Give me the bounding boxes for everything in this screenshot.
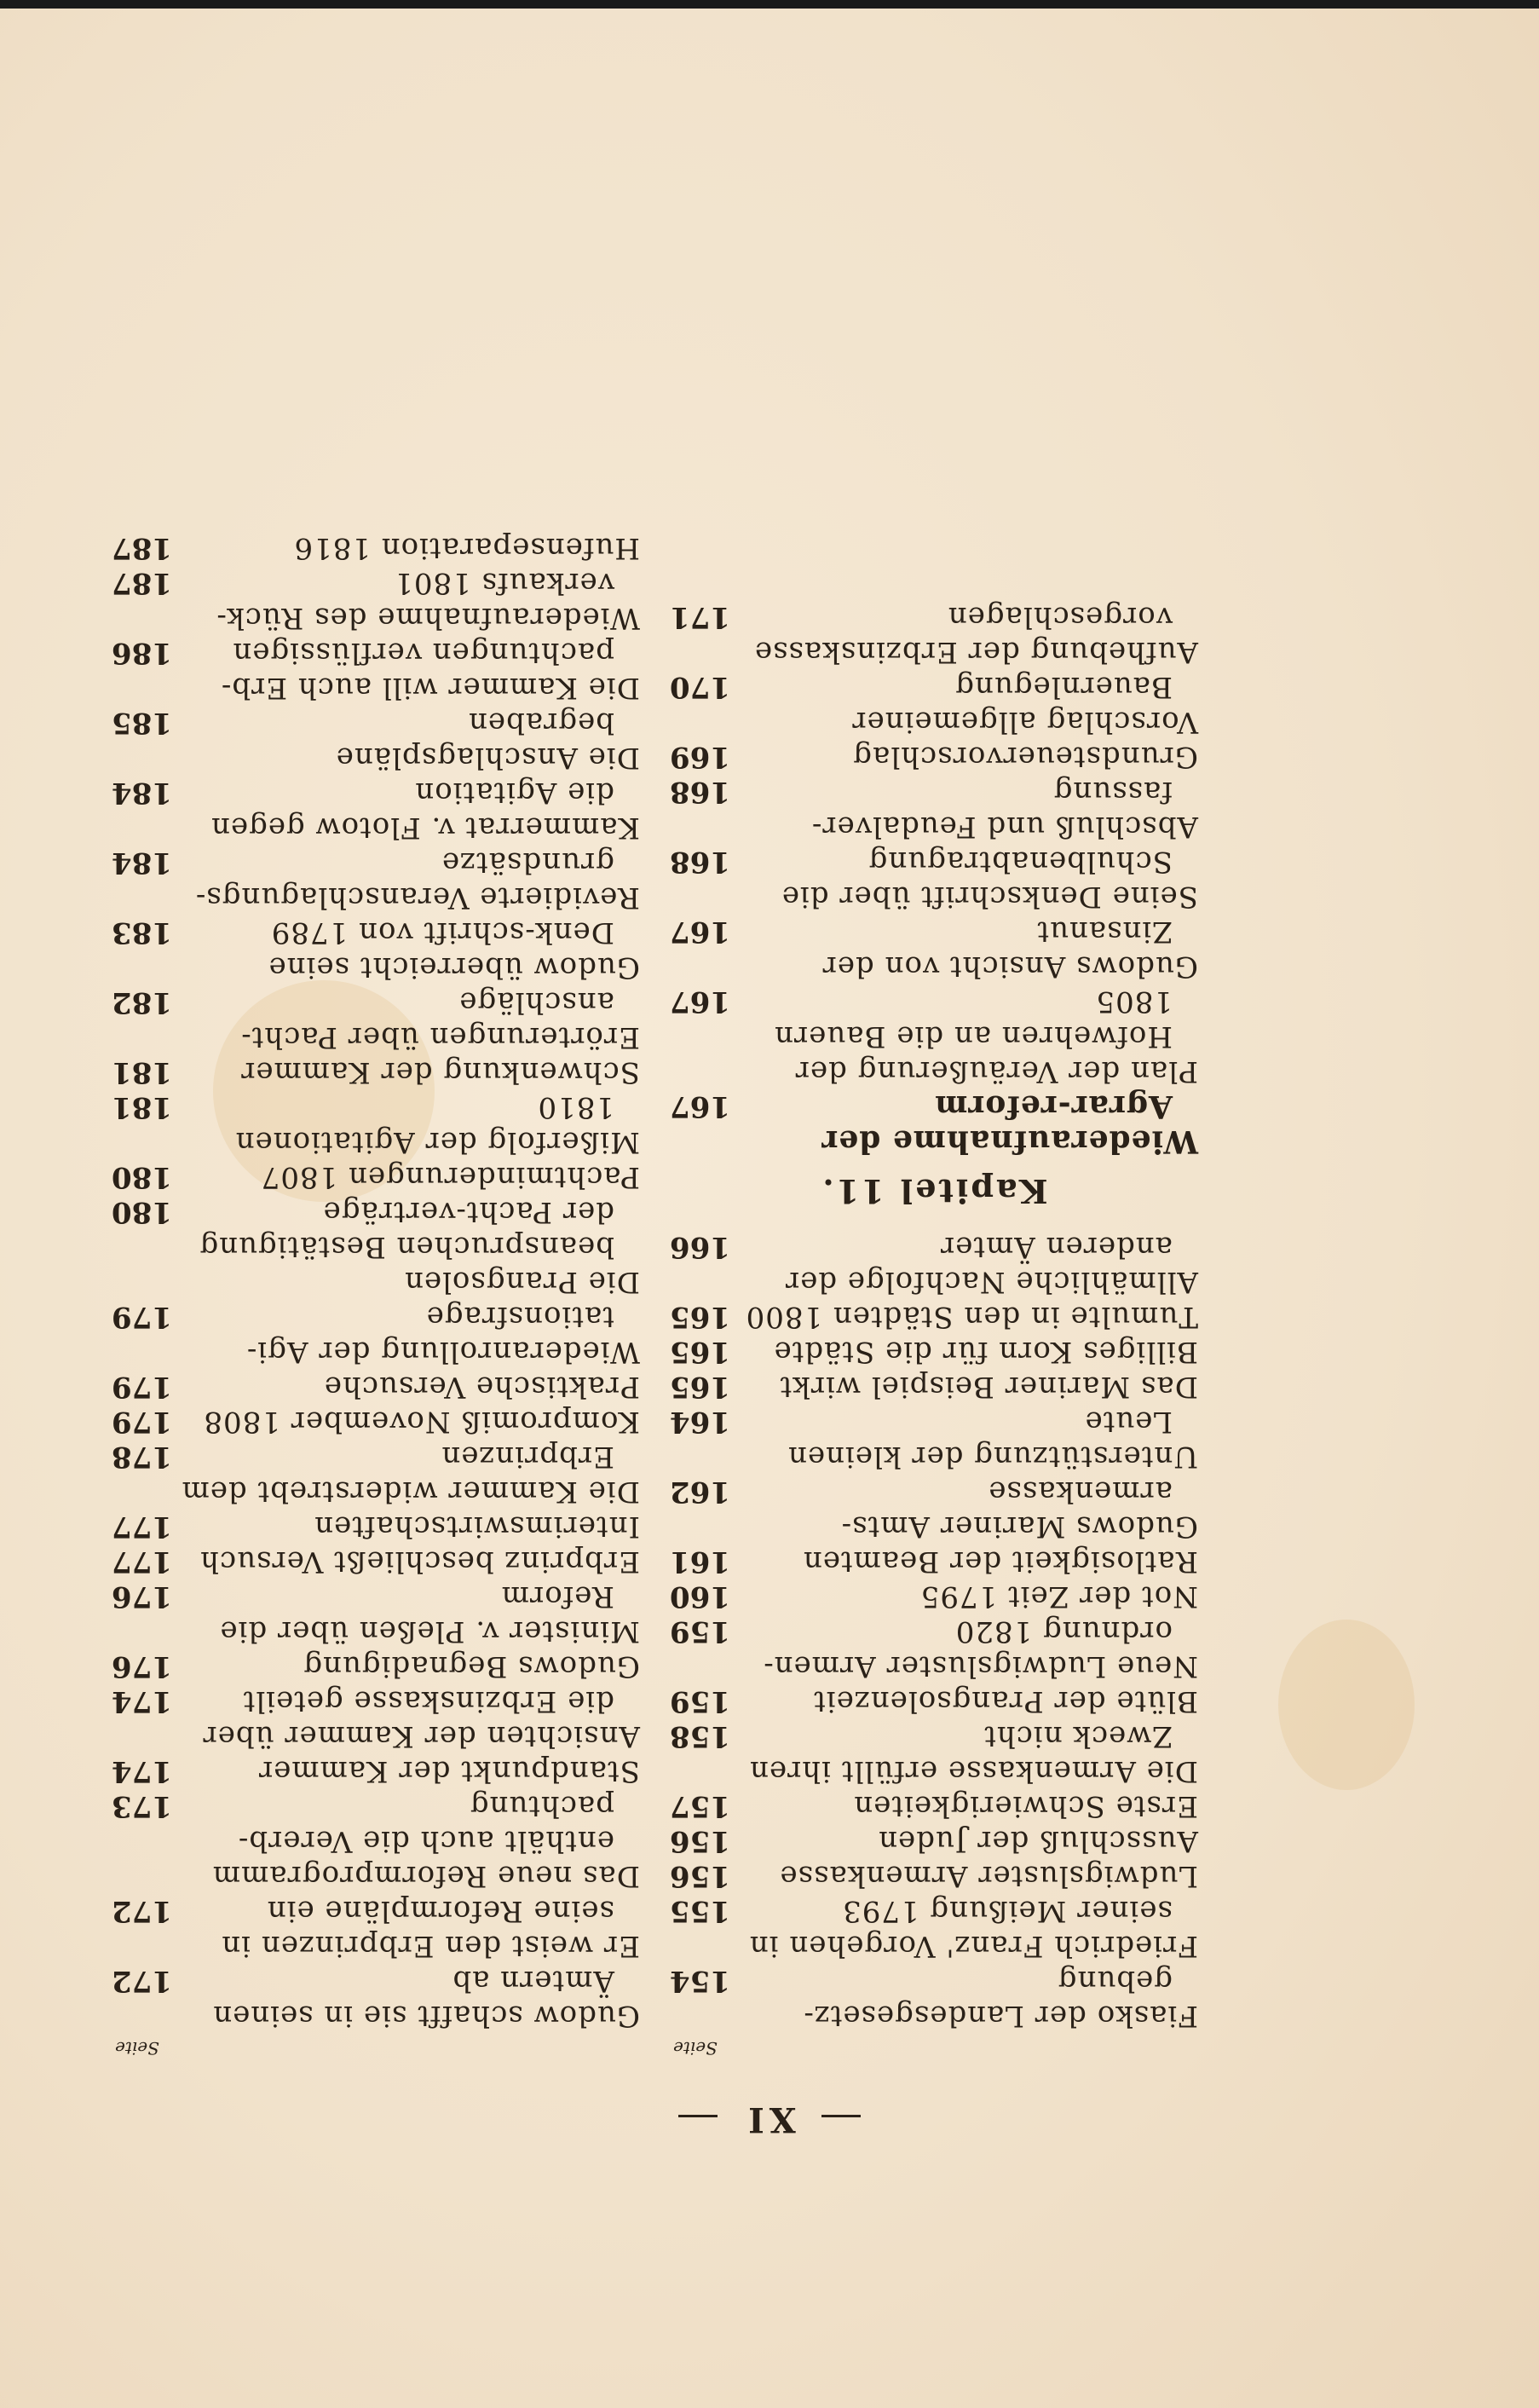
toc-entry bbox=[670, 1963, 1198, 2033]
entry-text: Unterstützung der kleinen Leute bbox=[787, 1405, 1198, 1474]
entry-page: 184 bbox=[112, 776, 172, 810]
toc-entry bbox=[670, 739, 1198, 774]
entry-page: 156 bbox=[670, 1824, 730, 1858]
chapter-heading bbox=[670, 1089, 1198, 1158]
entry-page: 167 bbox=[670, 915, 730, 949]
entry-text: Blüte der Prangsolenzeit bbox=[813, 1684, 1198, 1718]
entry-page: 186 bbox=[112, 636, 172, 670]
toc-entry bbox=[670, 1858, 1198, 1893]
toc-entry bbox=[670, 669, 1198, 739]
entry-page: 176 bbox=[112, 1579, 172, 1614]
entry-page: 177 bbox=[112, 1510, 172, 1544]
entry-text: Seine Denkschrift über die Schulbenabtragung bbox=[781, 845, 1198, 914]
entry-text: Gudows Ansicht von der Zinsanut bbox=[821, 915, 1198, 984]
toc-entry bbox=[670, 774, 1198, 844]
toc-entry bbox=[112, 1054, 640, 1089]
entry-page: 168 bbox=[670, 775, 730, 809]
column-header: Seite bbox=[673, 2038, 718, 2059]
entry-text: Kompromiß November 1808 bbox=[203, 1405, 640, 1439]
entry-page: 158 bbox=[670, 1719, 730, 1753]
entry-page: 157 bbox=[670, 1789, 730, 1823]
entry-page: 170 bbox=[670, 670, 730, 704]
toc-entry bbox=[112, 1089, 640, 1159]
entry-text: Die Prangsolen beanspruchen Bestätigung der Pacht-verträge bbox=[199, 1195, 640, 1299]
entry-page: 172 bbox=[112, 1894, 172, 1928]
left-column bbox=[670, 599, 1198, 2059]
toc-entry bbox=[112, 635, 640, 705]
toc-entry bbox=[670, 1718, 1198, 1788]
left-entries-2 bbox=[670, 599, 1198, 1089]
toc-entry bbox=[112, 1788, 640, 1893]
entry-text: Erbprinz beschließt Versuch bbox=[199, 1545, 640, 1579]
toc-entry bbox=[112, 1649, 640, 1683]
entry-text: Vorschlag allgemeiner Bauernlegung bbox=[851, 670, 1198, 739]
entry-text: Das Mariner Beispiel wirkt bbox=[779, 1370, 1198, 1404]
page-header bbox=[0, 2099, 1539, 2139]
entry-page: 167 bbox=[670, 985, 730, 1019]
header-dash bbox=[821, 2116, 861, 2118]
entry-text: Not der Zeit 1795 bbox=[919, 1579, 1198, 1614]
entry-text: Ausschluß der Juden bbox=[878, 1824, 1198, 1858]
entry-page: 180 bbox=[112, 1195, 172, 1229]
toc-entry bbox=[112, 985, 640, 1054]
entry-text: Billiges Korn für die Städte bbox=[773, 1335, 1198, 1369]
entry-text: Allmähliche Nachfolge der anderen Ämter bbox=[784, 1230, 1198, 1299]
left-entries bbox=[670, 1229, 1198, 2033]
toc-entry bbox=[112, 1299, 640, 1369]
toc-entry bbox=[670, 1614, 1198, 1683]
toc-entry bbox=[112, 1544, 640, 1579]
entry-text: Friedrich Franz' Vorgehen in seiner Meißung 1793 bbox=[748, 1894, 1198, 1963]
entry-text: Gudows Begnadigung bbox=[303, 1649, 640, 1683]
entry-page: 172 bbox=[112, 1964, 172, 1998]
entry-text: Praktische Versuche bbox=[323, 1370, 640, 1404]
entry-text: Wiederaufnahme der Agrar-reform bbox=[821, 1089, 1198, 1159]
toc-entry bbox=[670, 1893, 1198, 1963]
entry-text: Interimswirtschaften bbox=[314, 1510, 640, 1544]
toc-entry bbox=[112, 1194, 640, 1299]
entry-page: 185 bbox=[112, 706, 172, 740]
toc-entry bbox=[112, 530, 640, 565]
entry-text: Ansichten der Kammer über die Erbzinskasse geteilt bbox=[202, 1684, 640, 1753]
entry-page: 166 bbox=[670, 1230, 730, 1264]
toc-entry bbox=[112, 1439, 640, 1509]
toc-entry bbox=[112, 1159, 640, 1194]
toc-entry bbox=[670, 844, 1198, 914]
toc-entry bbox=[670, 1544, 1198, 1579]
toc-entry bbox=[112, 1579, 640, 1649]
toc-entry bbox=[670, 1474, 1198, 1544]
entry-text: Gudows Mariner Amts-armenkasse bbox=[840, 1475, 1198, 1544]
entry-text: Er weist den Erbprinzen in seine Reformpläne ein bbox=[221, 1894, 640, 1963]
entry-text: Pachtminderungen 1807 bbox=[260, 1160, 640, 1194]
entry-text: Gudow überreicht seine Denk-schrift von 1789 bbox=[268, 915, 640, 985]
toc-entry bbox=[112, 1369, 640, 1404]
toc-entry bbox=[670, 984, 1198, 1089]
entry-page: 173 bbox=[112, 1789, 172, 1823]
entry-page: 160 bbox=[670, 1579, 730, 1614]
toc-entry bbox=[670, 1404, 1198, 1474]
entry-page: 165 bbox=[670, 1300, 730, 1334]
entry-page: 180 bbox=[112, 1160, 172, 1194]
entry-text: Die Kammer will auch Erb-pachtungen verflüssigen bbox=[220, 636, 640, 705]
entry-text: Neue Ludwigsluster Armen-ordnung 1820 bbox=[763, 1614, 1198, 1683]
entry-text: Wiederaufnahme des Rück-verkaufs 1801 bbox=[216, 566, 640, 635]
toc-entry bbox=[112, 1963, 640, 2033]
entry-text: Abschluß und Feudalver-fassung bbox=[810, 775, 1198, 844]
entry-page: 165 bbox=[670, 1335, 730, 1369]
entry-page: 187 bbox=[112, 566, 172, 600]
entry-page: 174 bbox=[112, 1754, 172, 1788]
entry-text: Schwenkung der Kammer bbox=[240, 1055, 640, 1089]
entry-page: 179 bbox=[112, 1370, 172, 1404]
toc-entry bbox=[670, 914, 1198, 984]
toc-entry bbox=[670, 1823, 1198, 1858]
entry-text: Standpunkt der Kammer bbox=[258, 1754, 640, 1788]
chapter-title: Kapitel 11. bbox=[820, 1172, 1048, 1210]
entry-page: 171 bbox=[670, 600, 730, 634]
entry-page: 181 bbox=[112, 1055, 172, 1089]
entry-page: 159 bbox=[670, 1684, 730, 1718]
entry-page: 178 bbox=[112, 1440, 172, 1474]
entry-page: 179 bbox=[112, 1300, 172, 1334]
entry-page: 168 bbox=[670, 845, 730, 879]
toc-entry bbox=[112, 1683, 640, 1753]
entry-page: 164 bbox=[670, 1405, 730, 1439]
entry-page: 165 bbox=[670, 1370, 730, 1404]
entry-text: Erste Schwierigkeiten bbox=[853, 1789, 1198, 1823]
entry-page: 155 bbox=[670, 1894, 730, 1928]
entry-page: 182 bbox=[112, 985, 172, 1019]
toc-entry bbox=[112, 705, 640, 775]
toc-entry bbox=[112, 1893, 640, 1963]
page-number: XI bbox=[743, 2099, 796, 2139]
toc-entry bbox=[112, 1753, 640, 1788]
entry-text: Tumulte in den Städten 1800 bbox=[745, 1300, 1198, 1334]
entry-text: Die Kammer widerstrebt dem Erbprinzen bbox=[181, 1440, 640, 1509]
toc-entry bbox=[112, 775, 640, 845]
entry-page: 177 bbox=[112, 1545, 172, 1579]
entry-page: 156 bbox=[670, 1859, 730, 1893]
entry-page: 181 bbox=[112, 1090, 172, 1124]
entry-page: 169 bbox=[670, 740, 730, 774]
entry-text: Minister v. Pleßen über die Reform bbox=[219, 1579, 640, 1649]
toc-entry bbox=[670, 599, 1198, 669]
entry-page: 159 bbox=[670, 1614, 730, 1649]
entry-page: 154 bbox=[670, 1964, 730, 1998]
entry-text: Hufenseparation 1816 bbox=[293, 531, 640, 565]
entry-text: Grundsteuervorschlag bbox=[852, 740, 1198, 774]
entry-text: Die Anschlagspläne begraben bbox=[335, 706, 640, 775]
toc-entry bbox=[670, 1229, 1198, 1299]
column-header: Seite bbox=[115, 2038, 159, 2059]
toc-entry bbox=[112, 565, 640, 635]
toc-entry bbox=[112, 1509, 640, 1544]
entry-text: Erörterungen über Pacht-anschläge bbox=[240, 985, 640, 1054]
entry-page: 187 bbox=[112, 531, 172, 565]
entry-page: 167 bbox=[670, 1089, 730, 1123]
toc-entry bbox=[112, 1404, 640, 1439]
entry-text: Ludwigsluster Armenkasse bbox=[779, 1859, 1198, 1893]
entry-page: 176 bbox=[112, 1649, 172, 1683]
entry-text: Revidierte Veranschlagungs-grundsätze bbox=[194, 846, 640, 915]
toc-entry bbox=[670, 1334, 1198, 1369]
entry-text: Fiasko der Landesgesetz-gebung bbox=[803, 1964, 1198, 2033]
toc-entry bbox=[112, 915, 640, 985]
entry-page: 183 bbox=[112, 915, 172, 950]
entry-page: 174 bbox=[112, 1684, 172, 1718]
right-entries bbox=[112, 530, 640, 2033]
entry-text: Mißerfolg der Agitationen 1810 bbox=[234, 1090, 640, 1159]
entry-page: 161 bbox=[670, 1545, 730, 1579]
entry-page: 179 bbox=[112, 1405, 172, 1439]
entry-text: Gudow schafft sie in seinen Ämtern ab bbox=[212, 1964, 640, 2033]
entry-page: 184 bbox=[112, 846, 172, 880]
toc-entry bbox=[670, 1579, 1198, 1614]
entry-page: 162 bbox=[670, 1475, 730, 1509]
entry-text: Aufhebung der Erbzinskasse vorgeschlagen bbox=[754, 600, 1198, 669]
toc-entry bbox=[670, 1788, 1198, 1823]
toc-entry bbox=[670, 1683, 1198, 1718]
entry-text: Ratlosigkeit der Beamten bbox=[802, 1545, 1198, 1579]
toc-entry bbox=[112, 845, 640, 915]
header-dash bbox=[678, 2116, 718, 2118]
entry-text: Wiederanrollung der Agi-tationsfrage bbox=[245, 1300, 640, 1369]
entry-text: Plan der Veräußerung der Hofwehren an die Bauern 1805 bbox=[774, 985, 1198, 1089]
entry-text: Die Armenkasse erfüllt ihren Zweck nicht bbox=[749, 1719, 1198, 1788]
entry-text: Das neue Reformprogramm enthält auch die Vererb-pachtung bbox=[211, 1789, 640, 1893]
entry-text: Kammerrat v. Flotow gegen die Agitation bbox=[210, 776, 640, 845]
right-column bbox=[112, 530, 640, 2059]
toc-entry bbox=[670, 1369, 1198, 1404]
toc-entry bbox=[670, 1299, 1198, 1334]
